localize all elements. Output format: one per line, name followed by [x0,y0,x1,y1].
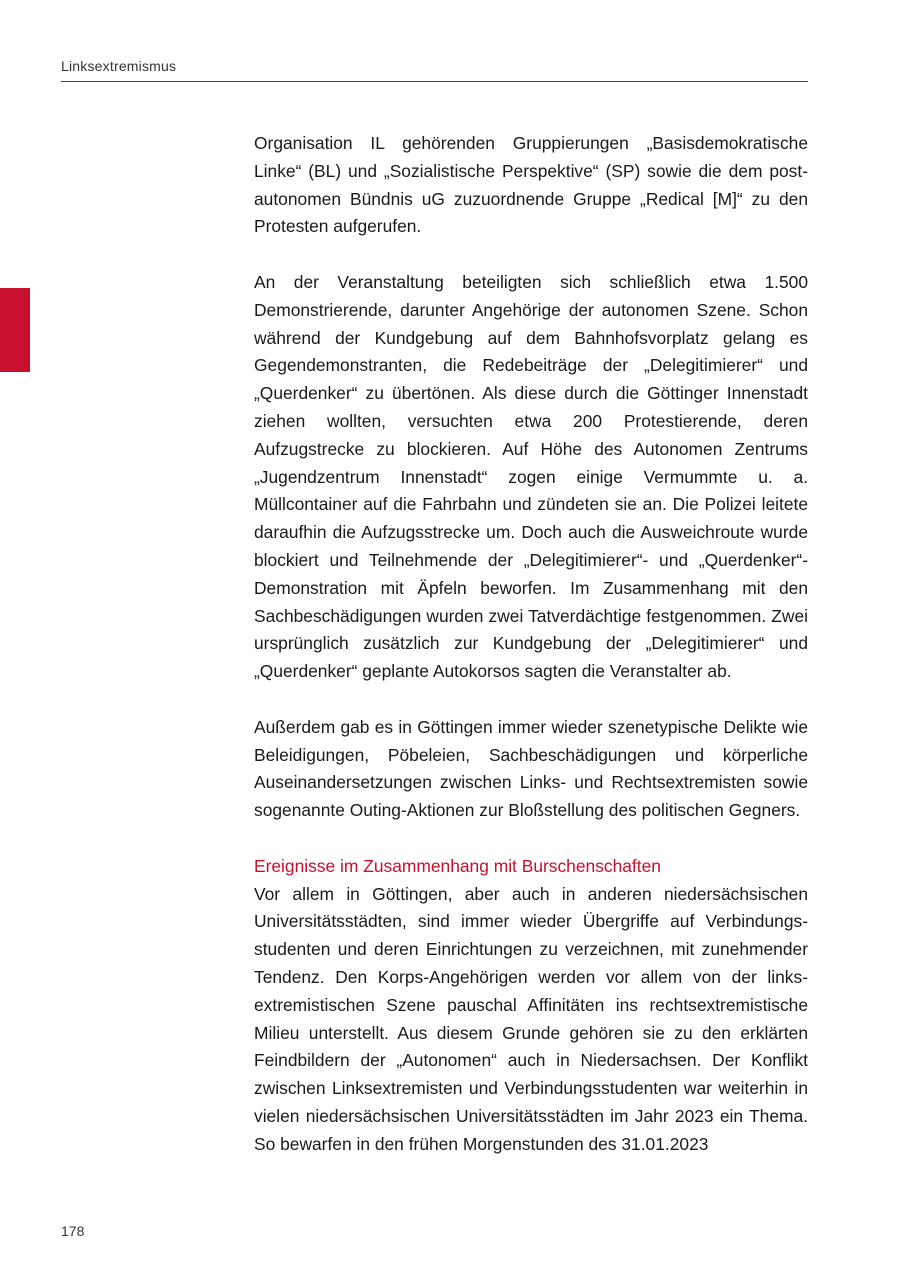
body-paragraph-4: Vor allem in Göttingen, aber auch in anderen niedersächsischen Universitätsstädten, sind immer wieder Übergriffe auf Verbindungsstudenten und deren Einrichtungen zu verzeichnen, mit zunehmender Tendenz. Den Korps-Angehörigen werden vor allem von der linksextremistischen Szene pauschal Affinitäten ins rechtsextremistische Milieu unterstellt. Aus diesem Grunde gehören sie zu den erklärten Feindbildern der „Autonomen“ auch in Niedersachsen. Der Konflikt zwischen Linksextremisten und Verbindungsstudenten war weiterhin in vielen niedersächsischen Universitätsstädten im Jahr 2023 ein Thema. So bewarfen in den frühen Morgenstunden des 31.01.2023 [254,883,808,1154]
page-number: 178 [61,1223,85,1239]
chapter-side-marker [0,288,30,372]
running-header-title: Linksextremismus [61,58,177,74]
section-heading: Ereignisse im Zusammenhang mit Burschenschaften [254,855,661,876]
header-divider [61,81,808,82]
body-paragraph-3: Außerdem gab es in Göttingen immer wieder szenetypische Delikte wie Beleidigungen, Pöbeleien, Sachbeschädigungen und körperliche Auseinandersetzungen zwischen Links- und Rechtsextremisten sowie sogenannte Outing-Aktionen zur Bloßstellung des politischen Gegners. [254,716,808,821]
body-paragraph-1: Organisation IL gehörenden Gruppierungen „Basisdemokratische Linke“ (BL) und „Sozialistische Perspektive“ (SP) sowie die dem postautonomen Bündnis uG zuzuordnende Gruppe „Redical [M]“ zu den Protesten aufgerufen. [254,133,808,237]
main-text-column [254,130,808,1158]
body-paragraph-2: An der Veranstaltung beteiligten sich schließlich etwa 1.500 Demonstrierende, darunter Angehörige der autonomen Szene. Schon während der Kundgebung auf dem Bahnhofsvorplatz gelang es Gegendemonstranten, die Redebeiträge der „Delegitimierer“ und „Querdenker“ zu übertönen. Als diese durch die Göttinger Innenstadt ziehen wollten, versuchten etwa 200 Protestierende, deren Aufzugstrecke zu blockieren. Auf Höhe des Autonomen Zentrums „Jugendzentrum Innenstadt“ zogen einige Vermummte u. a. Müllcontainer auf die Fahrbahn und zündeten sie an. Die Polizei leitete daraufhin die Aufzugsstrecke um. Doch auch die Ausweichroute wurde blockiert und Teilnehmende der „Delegitimierer“- und „Querdenker“-Demonstration mit Äpfeln beworfen. Im Zusammenhang mit den Sachbeschädigungen wurden zwei Tatverdächtige festgenommen. Zwei ursprünglich zusätzlich zur Kundgebung der „Delegitimierer“ und „Querdenker“ geplante Autokorsos sagten die Veranstalter ab. [254,271,808,682]
